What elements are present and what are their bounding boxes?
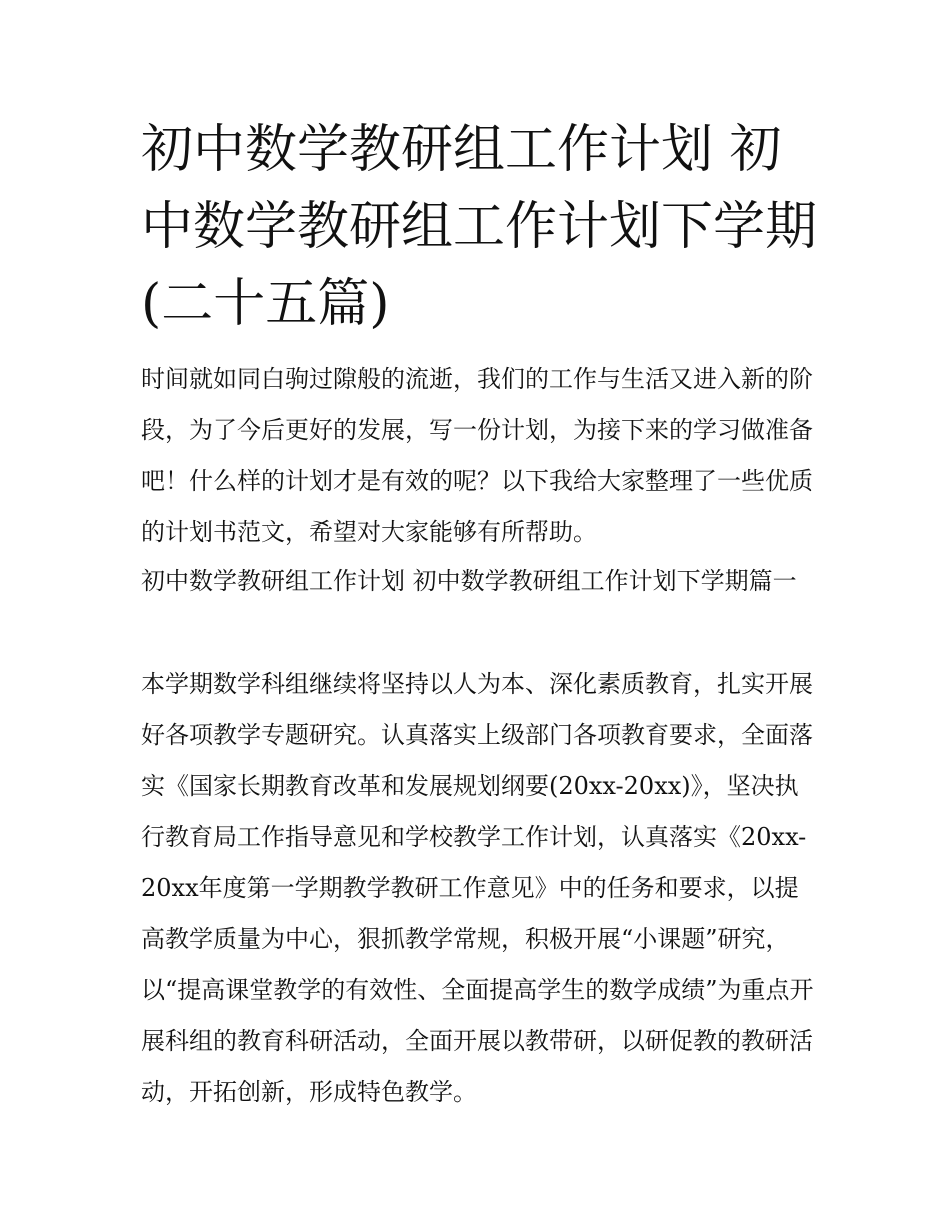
document-title: 初中数学教研组工作计划 初中数学教研组工作计划下学期(二十五篇)	[141, 120, 818, 334]
section-heading: 初中数学教研组工作计划 初中数学教研组工作计划下学期篇一	[141, 567, 797, 595]
intro-paragraph: 时间就如同白驹过隙般的流逝，我们的工作与生活又进入新的阶段，为了今后更好的发展，写一份计划，为接下来的学习做准备吧！什么样的计划才是有效的呢？以下我给大家整理了一些优质的计划书范文，希望对大家能够有所帮助。	[141, 365, 813, 546]
section-body-paragraph: 本学期数学科组继续将坚持以人为本、深化素质教育，扎实开展好各项教学专题研究。认真落实上级部门各项教育要求，全面落实《国家长期教育改革和发展规划纲要(20xx-20xx)》，坚决执行教育局工作指导意见和学校教学工作计划，认真落实《20xx-20xx年度第一学期教学教研工作意见》中的任务和要求，以提高教学质量为中心，狠抓教学常规，积极开展“小课题”研究，以“提高课堂教学的有效性、全面提高学生的数学成绩”为重点开展科组的教育科研活动，全面开展以教带研，以研促教的教研活动，开拓创新，形成特色教学。	[141, 670, 814, 1106]
